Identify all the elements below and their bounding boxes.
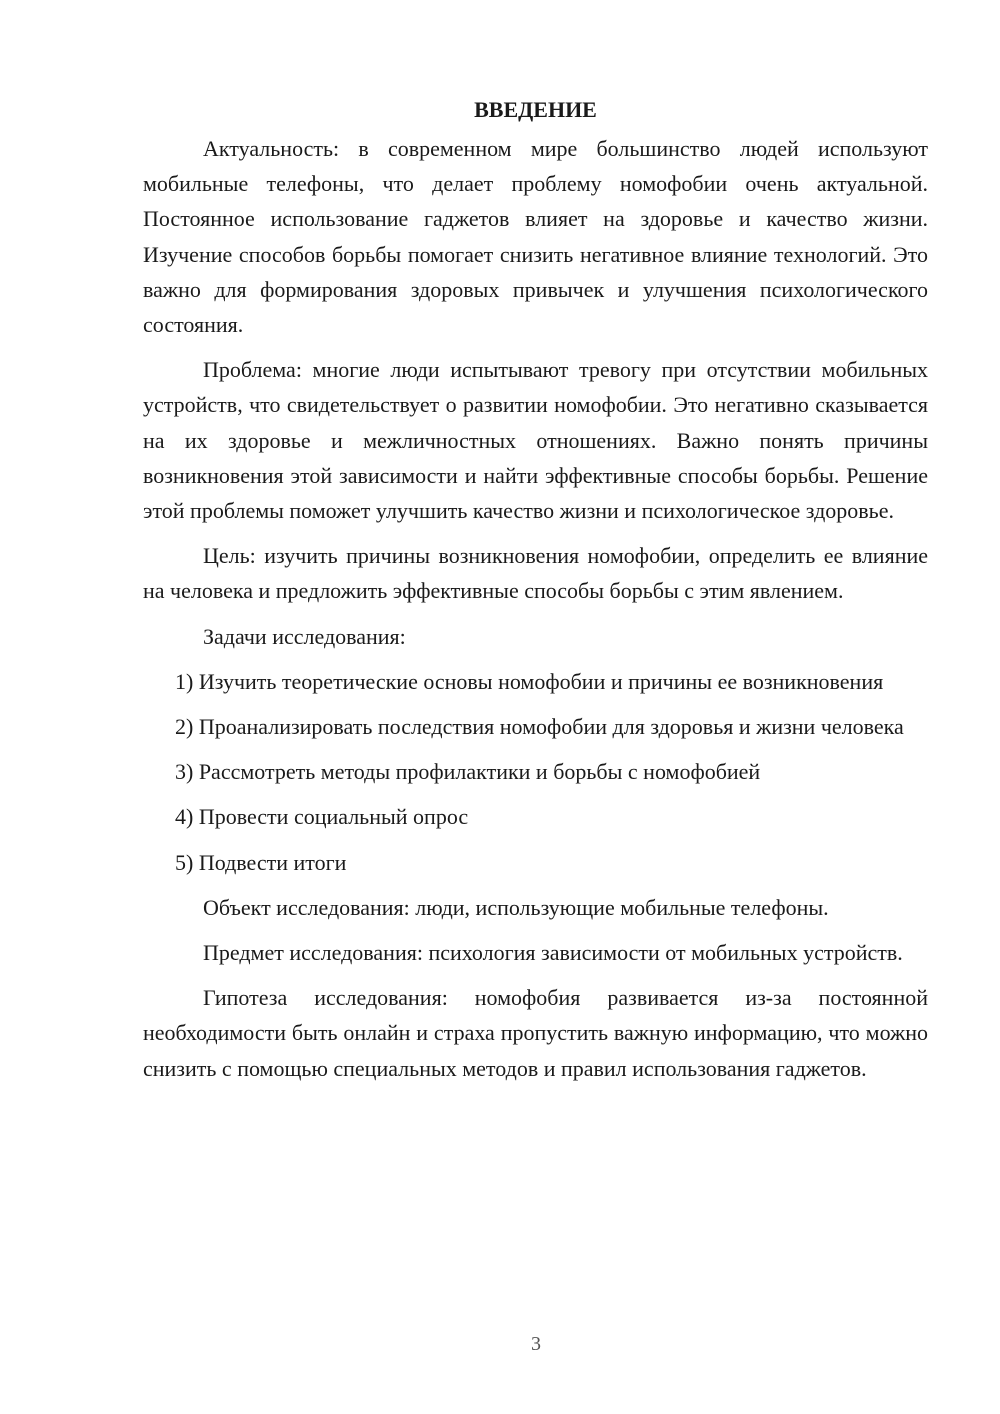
paragraph-problem: Проблема: многие люди испытывают тревогу при отсутствии мобильных устройств, что свидетельствует о развитии номофобии. Это негативно сказывается на их здоровье и межличностных отношениях. Важно понять причины возникновения этой зависимости и найти эффективные способы борьбы. Решение этой проблемы поможет улучшить качество жизни и психологическое здоровье.: [143, 357, 928, 524]
task-item-3: 3) Рассмотреть методы профилактики и борьбы с номофобией: [175, 759, 761, 785]
paragraph-object: Объект исследования: люди, использующие мобильные телефоны.: [203, 894, 829, 920]
page-number: 3: [531, 1333, 541, 1355]
paragraph-relevance: Актуальность: в современном мире большинство людей используют мобильные телефоны, что делает проблему номофобии очень актуальной. Постоянное использование гаджетов влияет на здоровье и качество жизни. Изучение способов борьбы помогает снизить негативное влияние технологий. Это важно для формирования здоровых привычек и улучшения психологического состояния.: [143, 136, 928, 338]
task-item-4: 4) Провести социальный опрос: [175, 804, 469, 830]
section-title: ВВЕДЕНИЕ: [474, 97, 597, 122]
task-item-5: 5) Подвести итоги: [175, 849, 347, 875]
paragraph-subject: Предмет исследования: психология зависимости от мобильных устройств.: [203, 940, 903, 966]
task-item-2: 2) Проанализировать последствия номофобии для здоровья и жизни человека: [175, 714, 904, 740]
tasks-heading: Задачи исследования:: [203, 623, 406, 649]
paragraph-hypothesis: Гипотеза исследования: номофобия развивается из-за постоянной необходимости быть онлайн и страха пропустить важную информацию, что можно снизить с помощью специальных методов и правил использования гаджетов.: [143, 985, 928, 1081]
document-page: [143, 92, 928, 1096]
paragraph-goal: Цель: изучить причины возникновения номофобии, определить ее влияние на человека и предложить эффективные способы борьбы с этим явлением.: [143, 543, 928, 604]
task-item-1: 1) Изучить теоретические основы номофобии и причины ее возникновения: [175, 668, 884, 694]
